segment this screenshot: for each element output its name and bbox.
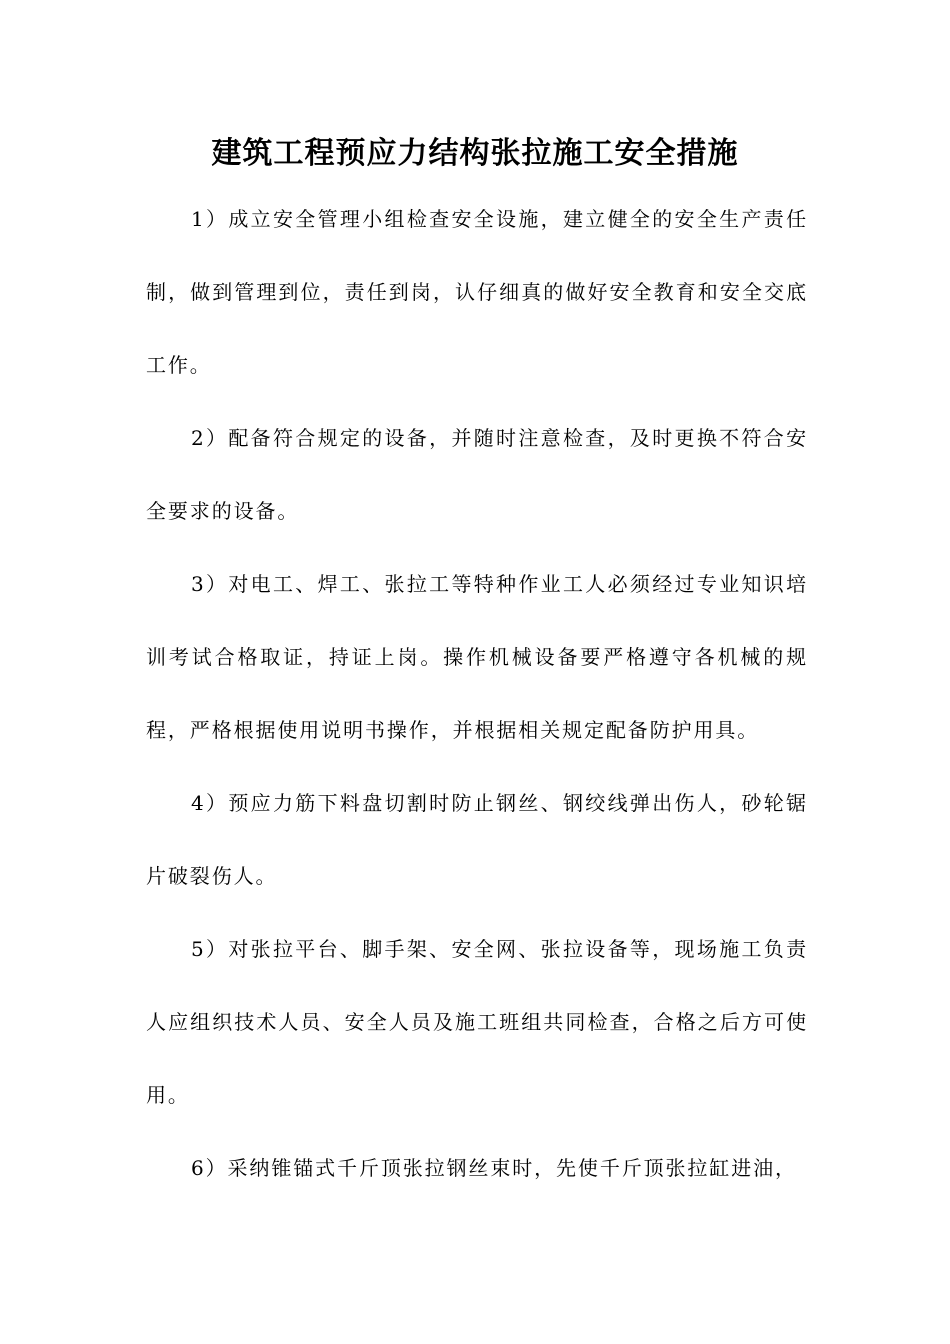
paragraph-2: 2）配备符合规定的设备，并随时注意检查，及时更换不符合安全要求的设备。 bbox=[146, 426, 808, 523]
paragraph-3: 3）对电工、焊工、张拉工等特种作业工人必须经过专业知识培训考试合格取证，持证上岗。操作机械设备要严格遵守各机械的规程，严格根据使用说明书操作，并根据相关规定配备防护用具。 bbox=[146, 572, 808, 742]
paragraph-6: 6）采纳锥锚式千斤顶张拉钢丝束时，先使千斤顶张拉缸进油， bbox=[191, 1156, 797, 1180]
paragraph-5: 5）对张拉平台、脚手架、安全网、张拉设备等，现场施工负责人应组织技术人员、安全人员及施工班组共同检查，合格之后方可使用。 bbox=[146, 937, 808, 1107]
paragraph-1: 1）成立安全管理小组检查安全设施，建立健全的安全生产责任制，做到管理到位，责任到岗，认仔细真的做好安全教育和安全交底工作。 bbox=[146, 207, 808, 377]
document-title: 建筑工程预应力结构张拉施工安全措施 bbox=[211, 136, 739, 171]
paragraph-4: 4）预应力筋下料盘切割时防止钢丝、钢绞线弹出伤人，砂轮锯片破裂伤人。 bbox=[146, 791, 808, 888]
document-body bbox=[146, 183, 808, 1205]
